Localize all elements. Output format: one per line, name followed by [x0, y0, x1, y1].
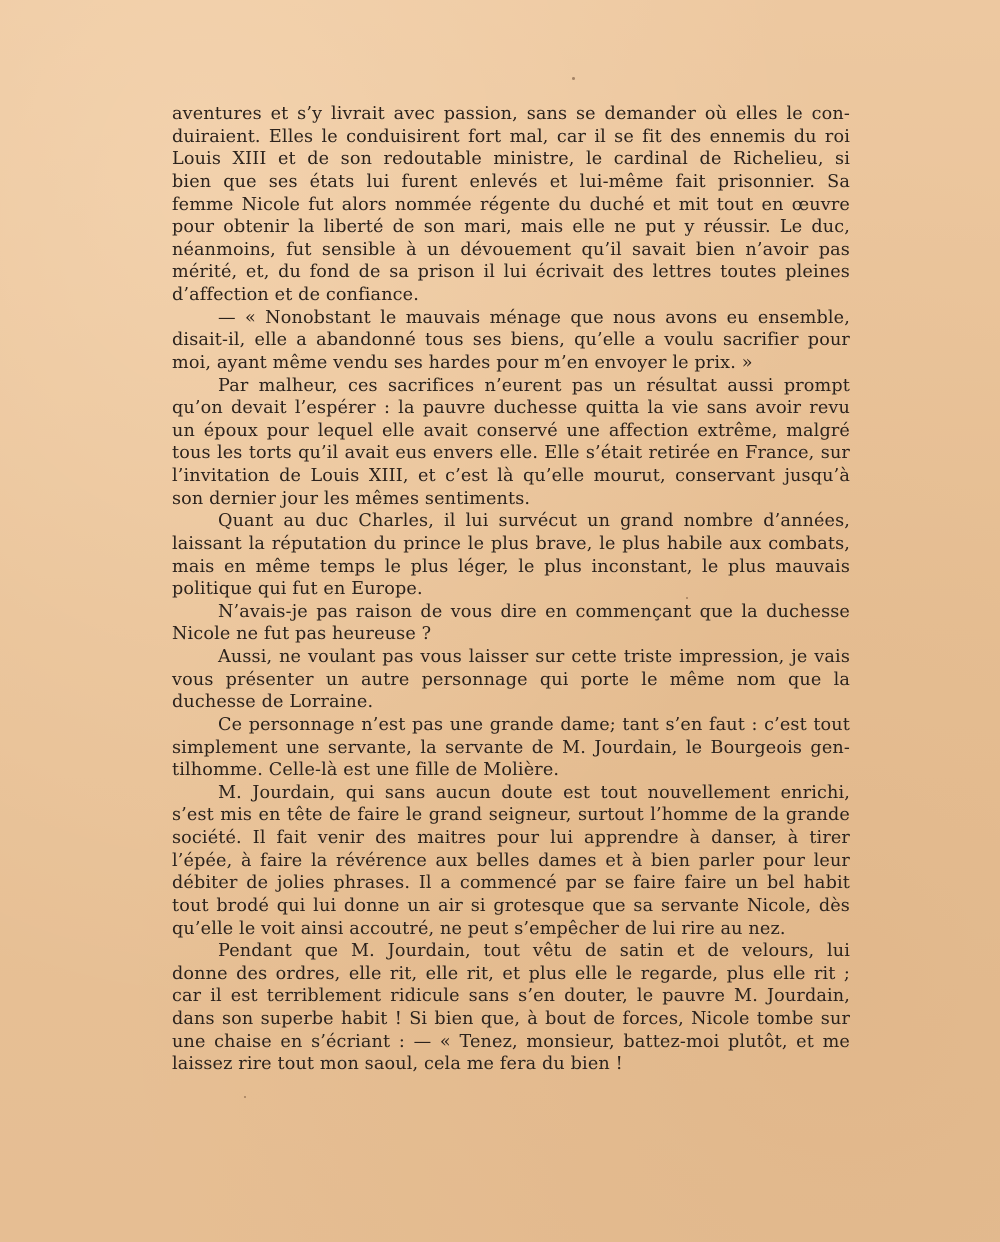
- text-line: Quant au duc Charles, il lui survécut un grand nombre d’années,: [218, 511, 850, 532]
- paragraph: [172, 940, 850, 1076]
- text-line: Aussi, ne voulant pas vous laisser sur cette triste impression, je vais: [218, 647, 850, 667]
- text-line: M. Jourdain, qui sans aucun doute est tout nouvellement enrichi,: [218, 782, 850, 803]
- text-line: — « Nonobstant le mauvais ménage que nous avons eu ensemble,: [218, 307, 850, 328]
- text-line: duchesse de Lorraine.: [172, 692, 374, 713]
- paper-speck: [244, 1096, 246, 1098]
- paragraph: [172, 103, 850, 307]
- text-line: tout brodé qui lui donne un air si grotesque que sa servante Nicole, dès: [172, 895, 850, 916]
- paragraph: [172, 510, 850, 601]
- text-line: N’avais-je pas raison de vous dire en commençant que la duchesse: [218, 601, 850, 622]
- paragraph: [172, 375, 850, 511]
- text-line: dans son superbe habit ! Si bien que, à bout de forces, Nicole tombe sur: [172, 1009, 850, 1029]
- text-line: son dernier jour les mêmes sentiments.: [172, 488, 531, 509]
- text-line: laissez rire tout mon saoul, cela me fera du bien !: [172, 1054, 623, 1075]
- text-line: Par malheur, ces sacrifices n’eurent pas un résultat aussi prompt: [218, 375, 850, 396]
- text-line: l’invitation de Louis XIII, et c’est là qu’elle mourut, conservant jusqu’à: [172, 466, 850, 486]
- text-line: néanmoins, fut sensible à un dévouement qu’il savait bien n’avoir pas: [172, 239, 850, 260]
- text-line: donne des ordres, elle rit, elle rit, et plus elle le regarde, plus elle rit ;: [172, 963, 850, 984]
- text-line: d’affection et de confiance.: [172, 285, 419, 305]
- text-line: Ce personnage n’est pas une grande dame; tant s’en faut : c’est tout: [218, 714, 850, 735]
- text-line: bien que ses états lui furent enlevés et lui-même fait prisonnier. Sa: [172, 171, 850, 192]
- text-line: car il est terriblement ridicule sans s’en douter, le pauvre M. Jourdain,: [172, 986, 850, 1007]
- text-line: pour obtenir la liberté de son mari, mais elle ne put y réussir. Le duc,: [172, 217, 850, 238]
- text-line: simplement une servante, la servante de M. Jourdain, le Bourgeois gen-: [172, 737, 850, 758]
- text-line: tilhomme. Celle-là est une fille de Molière.: [172, 760, 560, 781]
- text-line: disait-il, elle a abandonné tous ses biens, qu’elle a voulu sacrifier pour: [172, 330, 850, 351]
- text-line: vous présenter un autre personnage qui porte le même nom que la: [172, 669, 850, 690]
- text-line: qu’on devait l’espérer : la pauvre duchesse quitta la vie sans avoir revu: [172, 398, 850, 419]
- text-line: une chaise en s’écriant : — « Tenez, monsieur, battez-moi plutôt, et me: [172, 1031, 850, 1052]
- text-line: un époux pour lequel elle avait conservé une affection extrême, malgré: [172, 420, 850, 441]
- text-line: l’épée, à faire la révérence aux belles dames et à bien parler pour leur: [172, 850, 850, 871]
- text-line: femme Nicole fut alors nommée régente du duché et mit tout en œuvre: [172, 194, 850, 215]
- text-line: duiraient. Elles le conduisirent fort mal, car il se fit des ennemis du roi: [172, 126, 850, 147]
- text-line: Louis XIII et de son redoutable ministre, le cardinal de Richelieu, si: [172, 149, 850, 170]
- body-text: [172, 103, 850, 1076]
- text-line: politique qui fut en Europe.: [172, 579, 423, 600]
- text-line: laissant la réputation du prince le plus brave, le plus habile aux combats,: [172, 533, 850, 554]
- paragraph: [172, 307, 850, 375]
- paragraph: [172, 714, 850, 782]
- text-line: moi, ayant même vendu ses hardes pour m’en envoyer le prix. »: [172, 352, 753, 373]
- text-line: tous les torts qu’il avait eus envers elle. Elle s’était retirée en France, sur: [172, 443, 850, 464]
- text-line: qu’elle le voit ainsi accoutré, ne peut s’empêcher de lui rire au nez.: [172, 918, 786, 939]
- text-line: aventures et s’y livrait avec passion, sans se demander où elles le con-: [172, 104, 850, 124]
- paragraph: [172, 601, 850, 646]
- text-line: mérité, et, du fond de sa prison il lui écrivait des lettres toutes pleines: [172, 262, 850, 283]
- text-line: Pendant que M. Jourdain, tout vêtu de satin et de velours, lui: [218, 941, 850, 962]
- paragraph: [172, 782, 850, 940]
- paragraph: [172, 646, 850, 714]
- text-line: société. Il fait venir des maitres pour lui apprendre à danser, à tirer: [172, 828, 850, 848]
- text-line: s’est mis en tête de faire le grand seigneur, surtout l’homme de la grande: [172, 805, 850, 826]
- text-line: mais en même temps le plus léger, le plus inconstant, le plus mauvais: [172, 556, 850, 577]
- text-line: débiter de jolies phrases. Il a commencé par se faire faire un bel habit: [172, 873, 850, 894]
- paper-speck: [572, 77, 575, 80]
- text-line: Nicole ne fut pas heureuse ?: [172, 624, 432, 645]
